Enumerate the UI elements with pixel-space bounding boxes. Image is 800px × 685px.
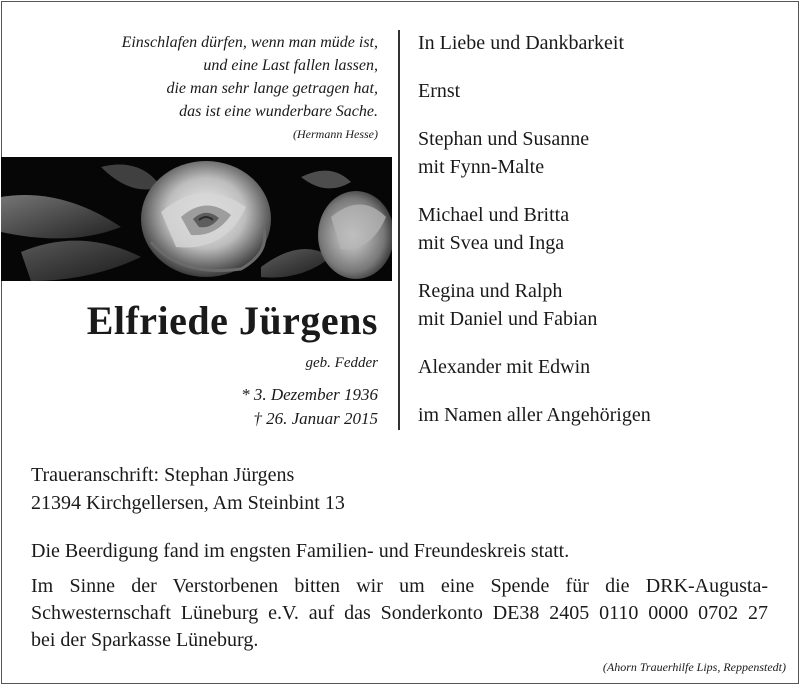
- poem-author: (Hermann Hesse): [293, 127, 378, 141]
- family-line: Michael und Britta: [418, 204, 570, 226]
- family-group: [418, 201, 788, 257]
- funeral-note: Die Beerdigung fand im engsten Familien- und Freundeskreis statt.: [31, 540, 570, 562]
- mourners-list: [418, 29, 788, 449]
- rose-image: [1, 157, 392, 281]
- address-line: Traueranschrift: Stephan Jürgens: [31, 464, 295, 486]
- family-line: mit Daniel und Fabian: [418, 308, 598, 330]
- poem: [18, 31, 378, 143]
- birth-date: * 3. Dezember 1936: [241, 385, 378, 404]
- family-line: mit Svea und Inga: [418, 232, 565, 254]
- poem-line: Einschlafen dürfen, wenn man müde ist,: [121, 34, 378, 51]
- poem-line: und eine Last fallen lassen,: [203, 57, 378, 74]
- vertical-divider: [398, 30, 400, 430]
- family-line: mit Fynn-Malte: [418, 156, 545, 178]
- deceased-name: Elfriede Jürgens: [86, 298, 378, 343]
- address-line: 21394 Kirchgellersen, Am Steinbint 13: [31, 492, 345, 514]
- family-line: Stephan und Susanne: [418, 128, 590, 150]
- family-group: [418, 125, 788, 181]
- mourners-intro: [418, 29, 788, 57]
- mourning-address: [31, 461, 345, 517]
- family-line: Regina und Ralph: [418, 280, 563, 302]
- donation-request: [31, 573, 768, 654]
- intro-text: In Liebe und Dankbarkeit: [418, 32, 625, 54]
- funeral-home-imprint: (Ahorn Trauerhilfe Lips, Reppenstedt): [602, 660, 786, 674]
- birth-name: geb. Fedder: [305, 355, 378, 371]
- rose-illustration: [1, 157, 392, 281]
- family-line: Ernst: [418, 80, 461, 102]
- donation-line: Im Sinne der Verstorbenen bitten wir um eine Spende für die DRK-Augusta-: [31, 575, 768, 597]
- closing-text: im Namen aller Angehörigen: [418, 404, 651, 426]
- donation-line: bei der Sparkasse Lüneburg.: [31, 629, 259, 651]
- mourners-closing: [418, 401, 788, 429]
- poem-line: das ist eine wunderbare Sache.: [179, 103, 378, 120]
- donation-line: Schwesternschaft Lüneburg e.V. auf das Sonderkonto DE38 2405 0110 0000 0702 27: [31, 602, 768, 624]
- family-group: [418, 77, 788, 105]
- poem-line: die man sehr lange getragen hat,: [166, 80, 378, 97]
- death-date: † 26. Januar 2015: [253, 409, 378, 428]
- family-line: Alexander mit Edwin: [418, 356, 591, 378]
- family-group: [418, 277, 788, 333]
- family-group: [418, 353, 788, 381]
